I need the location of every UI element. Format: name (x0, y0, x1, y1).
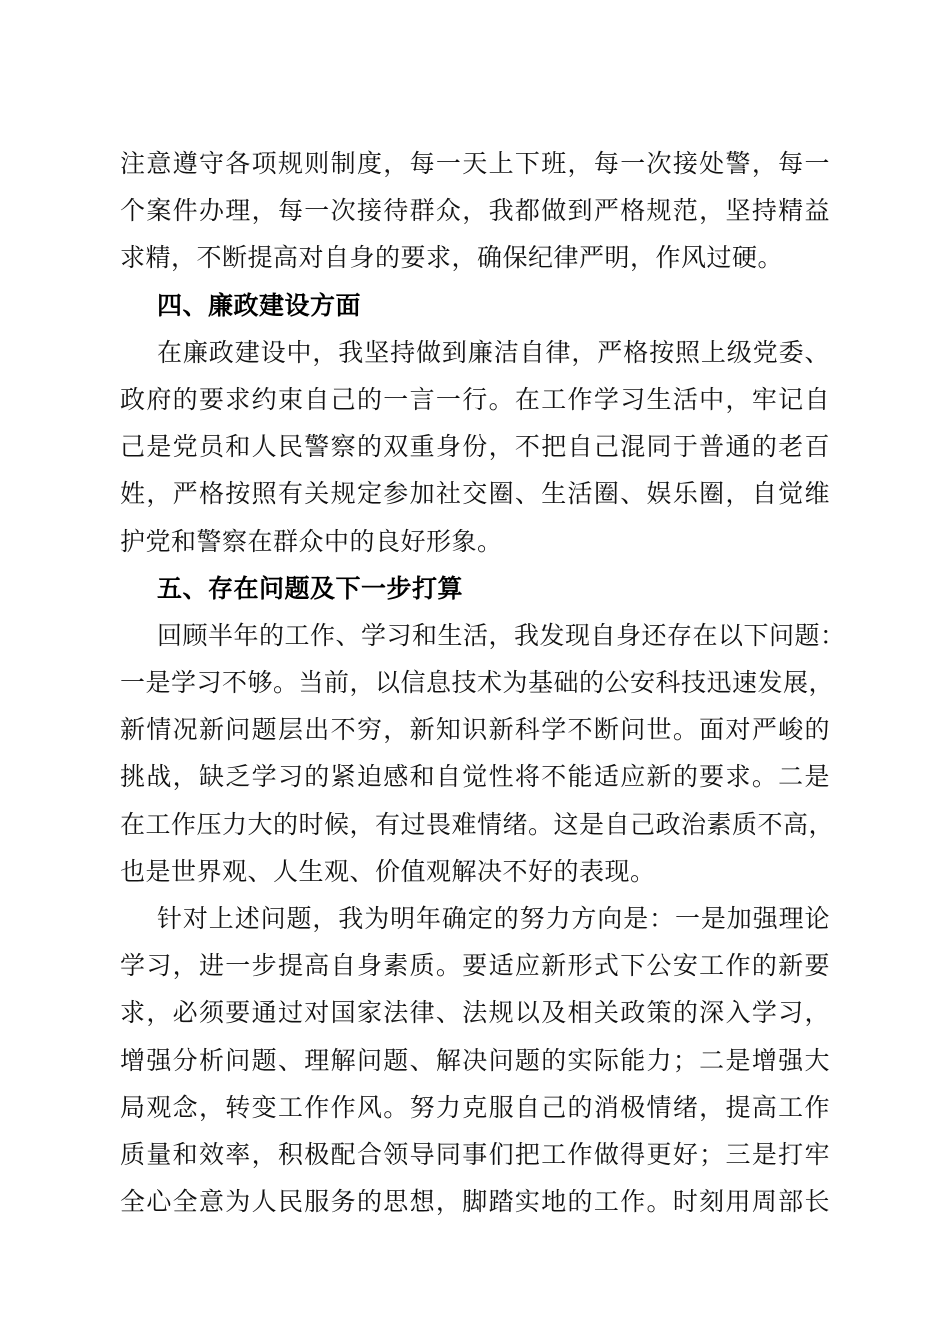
text-line: 局观念，转变工作作风。努力克服自己的消极情绪，提高工作 (120, 1092, 830, 1122)
text-line: 己是党员和人民警察的双重身份，不把自己混同于普通的老百 (120, 432, 830, 462)
text-line: 个案件办理，每一次接待群众，我都做到严格规范，坚持精益 (120, 196, 830, 226)
text-line: 在工作压力大的时候，有过畏难情绪。这是自己政治素质不高， (120, 809, 835, 839)
text-line: 回顾半年的工作、学习和生活，我发现自身还存在以下问题： (157, 620, 846, 650)
text-line: 注意遵守各项规则制度，每一天上下班，每一次接处警，每一 (120, 149, 830, 178)
text-line: 学习，进一步提高自身素质。要适应新形式下公安工作的新要 (120, 951, 830, 981)
intro-paragraph (120, 140, 830, 282)
text-line: 护党和警察在群众中的良好形象。 (120, 526, 503, 556)
text-line: 新情况新问题层出不穷，新知识新科学不断问世。面对严峻的 (120, 715, 830, 745)
text-line: 政府的要求约束自己的一言一行。在工作学习生活中，牢记自 (120, 384, 830, 414)
text-line: 一是学习不够。当前，以信息技术为基础的公安科技迅速发展， (120, 668, 835, 698)
text-line: 在廉政建设中，我坚持做到廉洁自律，严格按照上级党委、 (157, 337, 830, 367)
text-line: 全心全意为人民服务的思想，脚踏实地的工作。时刻用周部长 (120, 1187, 830, 1217)
text-line: 针对上述问题，我为明年确定的努力方向是：一是加强理论 (157, 904, 830, 933)
text-line: 挑战，缺乏学习的紧迫感和自觉性将不能适应新的要求。二是 (120, 762, 830, 792)
text-line: 增强分析问题、理解问题、解决问题的实际能力；二是增强大 (120, 1045, 830, 1075)
section-heading-4: 四、廉政建设方面 (157, 290, 362, 320)
text-line: 姓，严格按照有关规定参加社交圈、生活圈、娱乐圈，自觉维 (120, 479, 830, 509)
text-line: 求精，不断提高对自身的要求，确保纪律严明，作风过硬。 (120, 243, 784, 273)
text-line: 质量和效率，积极配合领导同事们把工作做得更好；三是打牢 (120, 1139, 830, 1169)
section-5-paragraph-1 (120, 612, 846, 895)
section-4-paragraph (120, 329, 830, 565)
section-heading-5: 五、存在问题及下一步打算 (157, 573, 464, 603)
document-body (120, 140, 846, 1225)
section-5-paragraph-2 (120, 895, 830, 1225)
text-line: 求，必须要通过对国家法律、法规以及相关政策的深入学习， (120, 998, 830, 1028)
text-line: 也是世界观、人生观、价值观解决不好的表现。 (120, 856, 656, 886)
